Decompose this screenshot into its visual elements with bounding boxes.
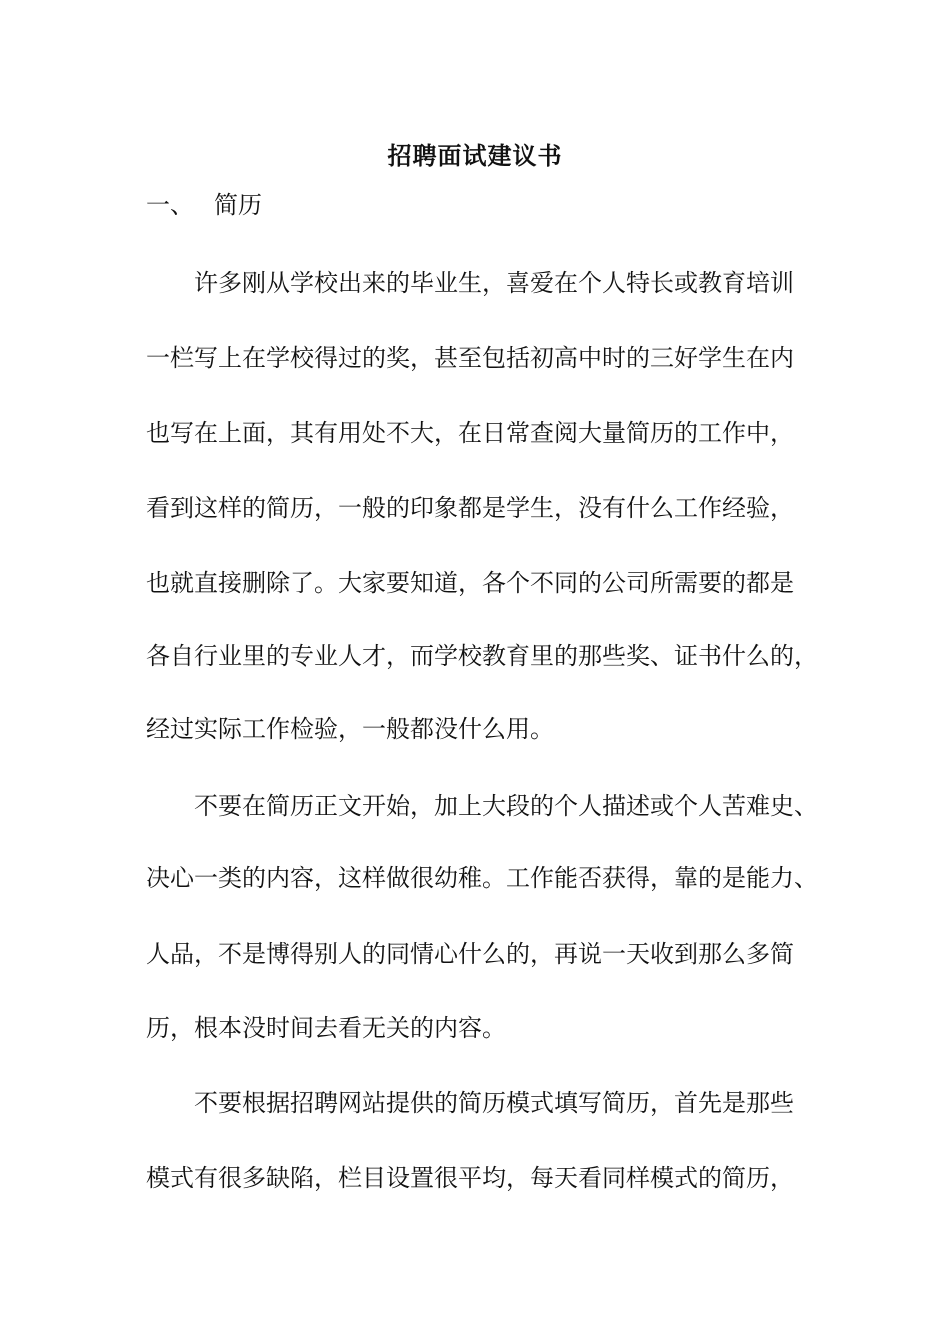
document-title: 招聘面试建议书 (387, 141, 563, 170)
paragraph-line: 不要根据招聘网站提供的简历模式填写简历，首先是那些 (194, 1089, 794, 1117)
paragraph-line: 也写在上面，其有用处不大，在日常查阅大量简历的工作中， (146, 419, 794, 447)
paragraph-line: 各自行业里的专业人才，而学校教育里的那些奖、证书什么的， (146, 642, 818, 670)
paragraph-line: 人品，不是博得别人的同情心什么的，再说一天收到那么多简 (146, 940, 794, 968)
paragraph-line: 历，根本没时间去看无关的内容。 (146, 1014, 506, 1042)
paragraph-line: 许多刚从学校出来的毕业生，喜爱在个人特长或教育培训 (194, 269, 794, 297)
paragraph-line: 看到这样的简历，一般的印象都是学生，没有什么工作经验， (146, 494, 794, 522)
section-title: 简历 (214, 191, 262, 219)
section-number: 一、 (146, 191, 194, 219)
paragraph-line: 决心一类的内容，这样做很幼稚。工作能否获得，靠的是能力、 (146, 864, 818, 892)
paragraph-line: 一栏写上在学校得过的奖，甚至包括初高中时的三好学生在内 (146, 344, 794, 372)
paragraph-line: 也就直接删除了。大家要知道，各个不同的公司所需要的都是 (146, 569, 794, 597)
paragraph-line: 模式有很多缺陷，栏目设置很平均，每天看同样模式的简历， (146, 1164, 794, 1192)
section-heading-resume (146, 185, 262, 220)
paragraph-line: 经过实际工作检验，一般都没什么用。 (146, 715, 554, 743)
paragraph-line: 不要在简历正文开始，加上大段的个人描述或个人苦难史、 (194, 792, 818, 820)
